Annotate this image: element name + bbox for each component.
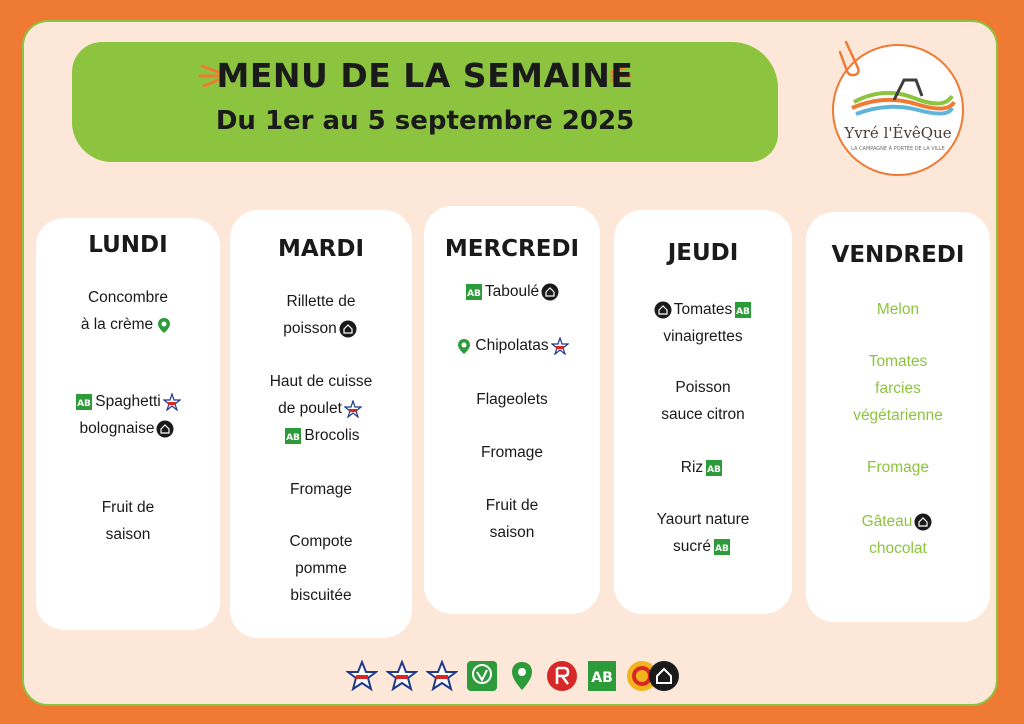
homemade-icon — [654, 301, 672, 319]
dish-line: sauce citron — [661, 406, 745, 423]
dish-line: chocolat — [869, 540, 927, 557]
ab-organic-icon — [75, 393, 93, 411]
dish-line: saison — [489, 524, 535, 541]
homemade-icon — [156, 420, 174, 438]
dish-line: Riz — [680, 459, 704, 476]
day-column-friday — [806, 212, 990, 622]
ab-organic-icon — [284, 427, 302, 445]
day-name: MERCREDI — [444, 236, 580, 262]
french-pork-icon — [551, 337, 569, 355]
dish — [618, 454, 788, 481]
svg-text:AB: AB — [715, 543, 729, 554]
day-column-monday — [36, 218, 220, 630]
dish-line: farcies — [875, 380, 921, 397]
dish-line: Yaourt nature — [656, 511, 750, 528]
dish-line: Flageolets — [476, 391, 548, 408]
dish — [618, 506, 788, 560]
homemade-icon — [648, 660, 680, 692]
dish — [40, 284, 216, 338]
dish — [234, 288, 408, 342]
dish-line: poisson — [283, 320, 337, 337]
dish — [810, 454, 986, 481]
dish — [234, 368, 408, 449]
dish — [428, 386, 596, 413]
dish-line: Fruit de — [101, 499, 155, 516]
page-title: MENU DE LA SEMAINE — [216, 56, 634, 95]
svg-text:AB: AB — [707, 464, 722, 475]
dish-line: pomme — [295, 560, 347, 577]
ab-organic-icon — [705, 459, 723, 477]
dish-line: Fromage — [866, 459, 930, 476]
dish-line: Poisson — [675, 379, 731, 396]
dish-line: Melon — [876, 301, 920, 318]
day-name: VENDREDI — [831, 242, 965, 268]
label-rouge-icon — [546, 660, 578, 692]
dish-line: Spaghetti — [95, 393, 161, 410]
dish — [428, 492, 596, 546]
dish — [234, 528, 408, 609]
dish — [810, 296, 986, 323]
logo-name: Yvré l'ÉvêQue — [844, 124, 952, 142]
dish-line: bolognaise — [79, 420, 155, 437]
french-meat-icon — [163, 393, 181, 411]
dish-line: saison — [105, 526, 151, 543]
dish-line: Concombre — [87, 289, 169, 306]
dish — [40, 388, 216, 442]
dish — [40, 494, 216, 548]
french-pork-icon — [426, 660, 458, 692]
dish-line: Tomates — [673, 301, 733, 318]
dish-line: Tomates — [868, 353, 928, 370]
dish-line: à la crème — [80, 316, 154, 333]
day-column-wednesday — [424, 206, 600, 614]
svg-text:AB: AB — [286, 432, 301, 443]
dish-line: Fromage — [480, 444, 544, 461]
svg-text:AB: AB — [591, 670, 613, 686]
dish-line: Gâteau — [861, 513, 913, 530]
label-legend — [346, 654, 680, 700]
logo-tagline: LA CAMPAGNE À PORTÉE DE LA VILLE — [851, 146, 945, 152]
dish-line: de poulet — [278, 400, 342, 417]
homemade-icon — [914, 513, 932, 531]
dish-line: Rillette de — [286, 293, 356, 310]
french-meat-icon — [346, 660, 378, 692]
local-pin-icon — [455, 337, 473, 355]
dish-line: Haut de cuisse — [269, 373, 373, 390]
day-name: MARDI — [277, 236, 365, 262]
dish — [810, 508, 986, 562]
svg-text:AB: AB — [736, 306, 751, 317]
dish — [428, 278, 596, 305]
dish-line: Chipolatas — [475, 337, 549, 354]
dish-line: végétarienne — [853, 407, 943, 424]
homemade-icon — [339, 320, 357, 338]
day-column-thursday — [614, 210, 792, 614]
french-poultry-icon — [344, 400, 362, 418]
svg-text:AB: AB — [77, 398, 92, 409]
ab-organic-icon — [713, 538, 731, 556]
day-column-tuesday — [230, 210, 412, 638]
dish-line: Fromage — [289, 481, 353, 498]
dish — [428, 332, 596, 359]
svg-text:AB: AB — [466, 288, 481, 299]
dish — [618, 374, 788, 428]
dish-line: sucré — [673, 538, 711, 555]
dish — [618, 296, 788, 350]
dish — [428, 439, 596, 466]
dish — [234, 476, 408, 503]
french-poultry-icon — [386, 660, 418, 692]
ab-organic-icon — [734, 301, 752, 319]
dish-line: Fruit de — [485, 497, 539, 514]
ab-organic-icon — [465, 283, 483, 301]
day-name: LUNDI — [88, 232, 168, 258]
day-name: JEUDI — [667, 240, 739, 266]
dish-line: Taboulé — [484, 283, 540, 300]
page-subtitle: Du 1er au 5 septembre 2025 — [215, 106, 635, 136]
local-pin-icon — [155, 316, 173, 334]
title-banner — [72, 42, 778, 162]
vegetarian-icon — [466, 660, 498, 692]
ab-organic-icon — [586, 660, 618, 692]
dish-line: Brocolis — [304, 427, 360, 444]
paperclip-icon — [838, 38, 864, 78]
local-pin-icon — [506, 660, 538, 692]
dish — [810, 348, 986, 429]
dish-line: biscuitée — [290, 587, 352, 604]
dish-line: Compote — [289, 533, 353, 550]
dish-line: vinaigrettes — [663, 328, 743, 345]
homemade-icon — [541, 283, 559, 301]
